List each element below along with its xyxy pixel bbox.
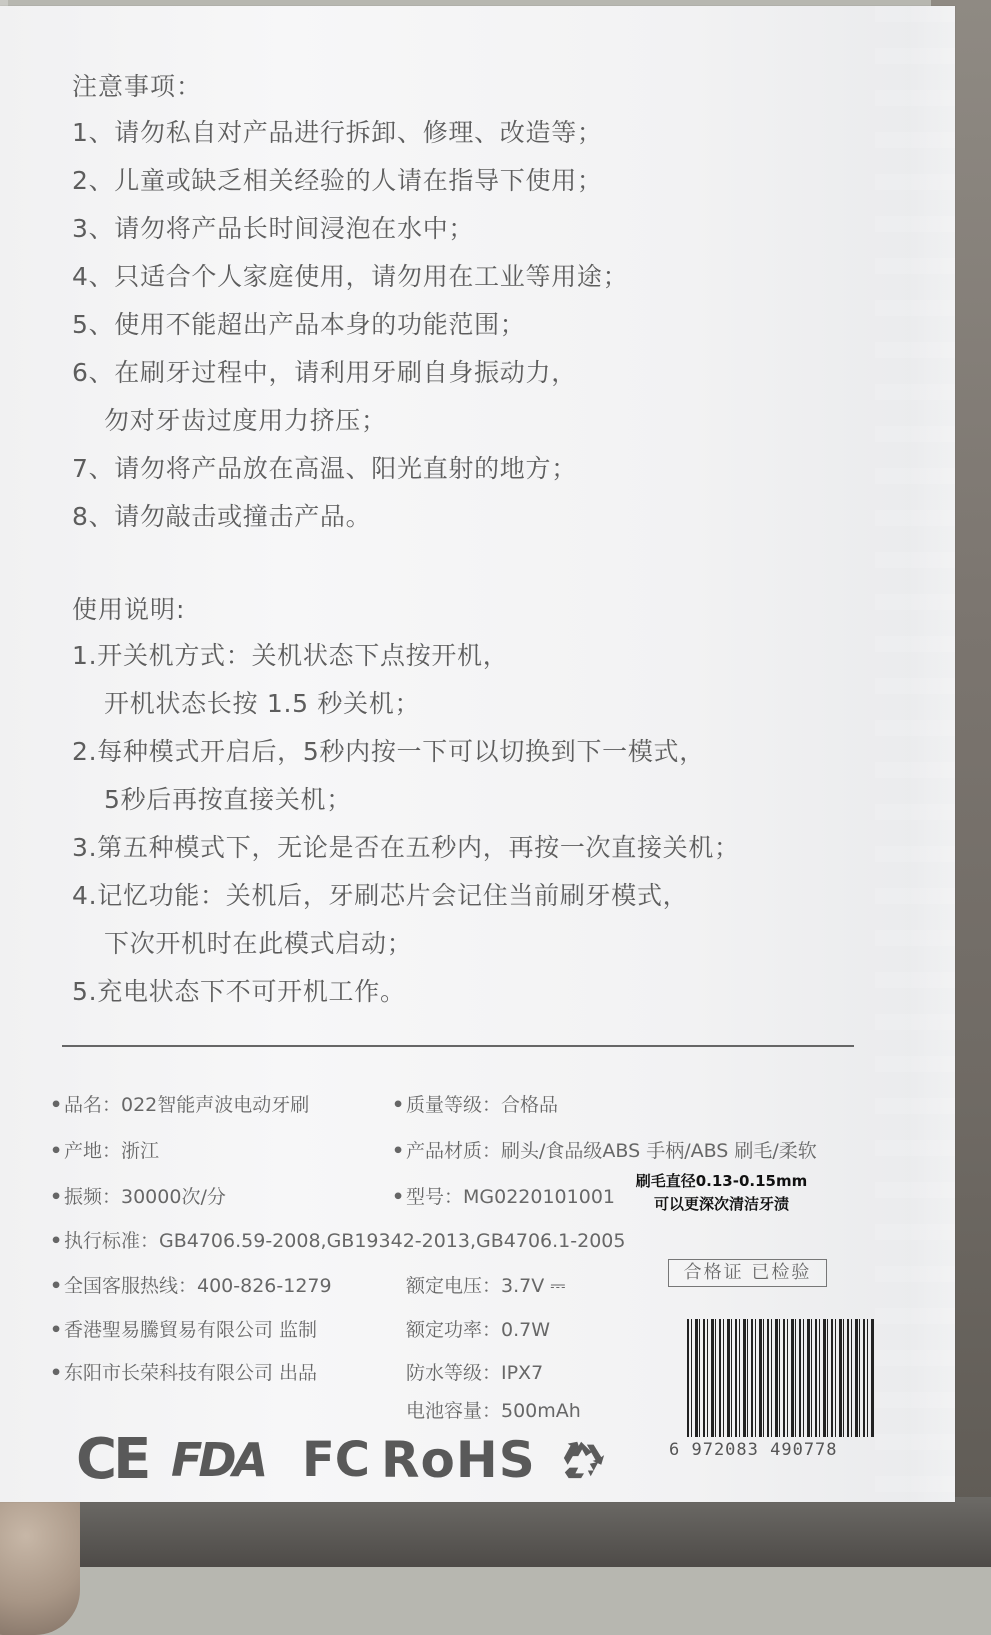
usage-title: 使用说明: bbox=[72, 595, 186, 624]
overlay-line-1: 刷毛直径0.13-0.15mm bbox=[635, 1172, 808, 1190]
bullet-icon: • bbox=[392, 1186, 405, 1208]
notice-item-4: 4、只适合个人家庭使用，请勿用在工业等用途； bbox=[72, 262, 629, 291]
notice-item-6-continued: 勿对牙齿过度用力挤压； bbox=[104, 406, 387, 435]
rohs-logo: RoHS bbox=[381, 1431, 536, 1489]
notice-item-2: 2、儿童或缺乏相关经验的人请在指导下使用； bbox=[72, 166, 603, 195]
recycle-icon bbox=[561, 1436, 607, 1482]
bristle-note-overlay bbox=[619, 1170, 824, 1216]
spec-model: •型号：MG0220101001 bbox=[392, 1186, 616, 1208]
usage-item-1-continued: 开机状态长按 1.5 秒关机； bbox=[104, 689, 421, 718]
spec-standard: •执行标准：GB4706.59-2008,GB19342-2013,GB4706.1-2005 bbox=[50, 1230, 626, 1252]
notice-item-3: 3、请勿将产品长时间浸泡在水中； bbox=[72, 214, 475, 243]
notice-item-5: 5、使用不能超出产品本身的功能范围； bbox=[72, 310, 526, 339]
spec-power: 额定功率：0.7W bbox=[406, 1319, 551, 1341]
spec-product-name: •品名：022智能声波电动牙刷 bbox=[50, 1094, 310, 1116]
toothbrush-package-back bbox=[0, 6, 955, 1502]
bullet-icon: • bbox=[50, 1230, 63, 1252]
spec-battery: 电池容量：500mAh bbox=[406, 1400, 581, 1422]
spec-voltage: 额定电压：3.7V ⎓ bbox=[406, 1275, 566, 1297]
spec-origin: •产地：浙江 bbox=[50, 1140, 160, 1162]
notice-item-7: 7、请勿将产品放在高温、阳光直射的地方； bbox=[72, 454, 577, 483]
bottom-background-surface bbox=[0, 1497, 991, 1567]
spec-frequency: •振频：30000次/分 bbox=[50, 1186, 226, 1208]
bullet-icon: • bbox=[50, 1094, 63, 1116]
spec-quality-grade: •质量等级：合格品 bbox=[392, 1094, 559, 1116]
notice-title: 注意事项： bbox=[72, 72, 203, 101]
plastic-wrap-gloss bbox=[875, 6, 955, 1502]
usage-item-2-continued: 5秒后再按直接关机； bbox=[104, 785, 352, 814]
usage-item-3: 3.第五种模式下，无论是否在五秒内，再按一次直接关机； bbox=[72, 833, 740, 862]
bullet-icon: • bbox=[50, 1275, 63, 1297]
bullet-icon: • bbox=[50, 1140, 63, 1162]
usage-item-4-continued: 下次开机时在此模式启动； bbox=[104, 929, 413, 958]
usage-item-4: 4.记忆功能：关机后，牙刷芯片会记住当前刷牙模式， bbox=[72, 881, 689, 910]
barcode bbox=[687, 1319, 875, 1437]
bullet-icon: • bbox=[50, 1319, 63, 1341]
section-divider bbox=[62, 1045, 854, 1047]
bullet-icon: • bbox=[50, 1362, 63, 1384]
overlay-line-2: 可以更深次清洁牙渍 bbox=[653, 1195, 789, 1213]
usage-instructions bbox=[72, 587, 882, 1016]
notice-item-8: 8、请勿敲击或撞击产品。 bbox=[72, 502, 372, 531]
spec-waterproof: 防水等级：IPX7 bbox=[406, 1362, 544, 1384]
spec-material: •产品材质：刷头/食品级ABS 手柄/ABS 刷毛/柔软 bbox=[392, 1140, 817, 1162]
certification-logos bbox=[76, 1424, 636, 1504]
fda-logo: FDA bbox=[171, 1433, 265, 1487]
bullet-icon: • bbox=[392, 1094, 405, 1116]
bullet-icon: • bbox=[50, 1186, 63, 1208]
spec-hotline: •全国客服热线：400-826-1279 bbox=[50, 1275, 332, 1297]
inspection-certificate-badge: 合格证 已检验 bbox=[668, 1259, 827, 1287]
spec-supervisor: •香港聖易騰貿易有限公司 监制 bbox=[50, 1319, 318, 1341]
bullet-icon: • bbox=[392, 1140, 405, 1162]
notice-item-1: 1、请勿私自对产品进行拆卸、修理、改造等； bbox=[72, 118, 603, 147]
ce-logo: CE bbox=[76, 1427, 148, 1492]
usage-item-2: 2.每种模式开启后，5秒内按一下可以切换到下一模式， bbox=[72, 737, 705, 766]
usage-item-5: 5.充电状态下不可开机工作。 bbox=[72, 977, 406, 1006]
package-text-content bbox=[72, 64, 882, 1016]
notice-item-6: 6、在刷牙过程中，请利用牙刷自身振动力， bbox=[72, 358, 577, 387]
spec-producer: •东阳市长荣科技有限公司 出品 bbox=[50, 1362, 318, 1384]
usage-item-1: 1.开关机方式：关机状态下点按开机， bbox=[72, 641, 509, 670]
fc-logo: FC bbox=[302, 1432, 371, 1488]
barcode-number: 6 972083 490778 bbox=[669, 1440, 838, 1460]
